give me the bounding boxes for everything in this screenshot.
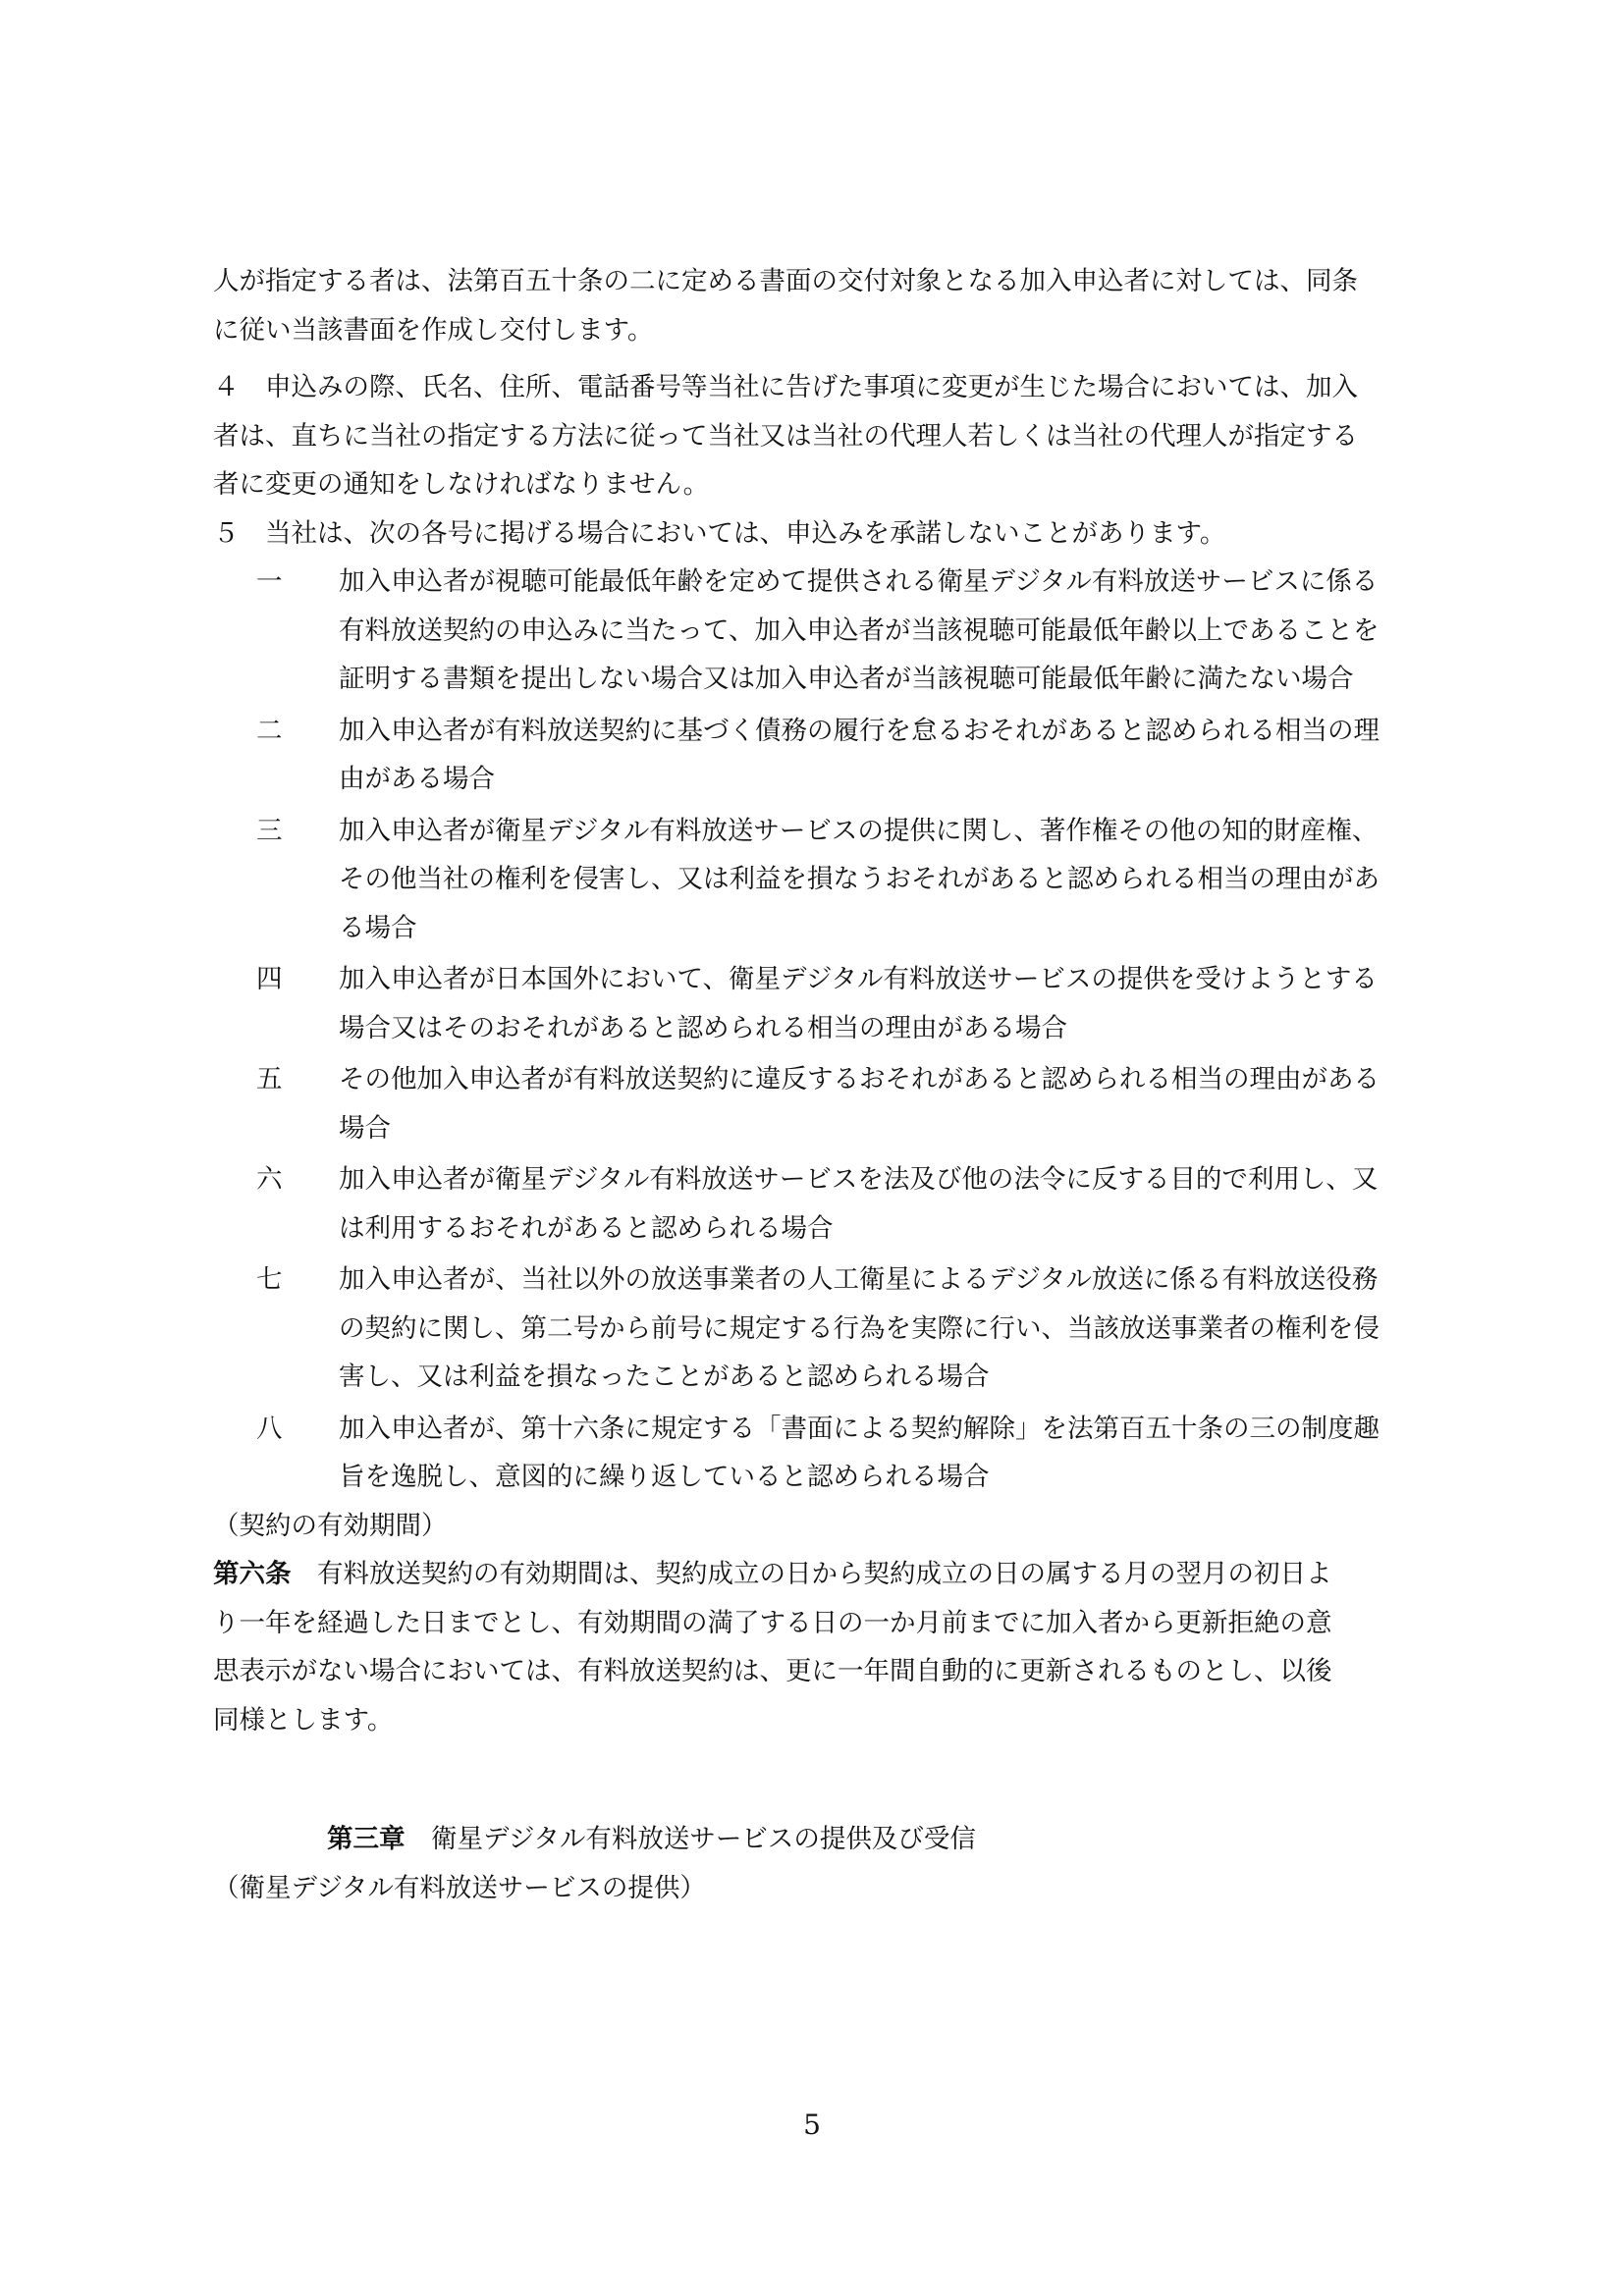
text-line: の契約に関し、第二号から前号に規定する行為を実際に行い、当該放送事業者の権利を侵 [339, 1312, 1380, 1344]
text-line: 加入申込者が衛星デジタル有料放送サービスの提供に関し、著作権その他の知的財産権、 [339, 815, 1379, 846]
text-line: 思表示がない場合においては、有料放送契約は、更に一年間自動的に更新されるものとし、以後 [213, 1656, 1332, 1686]
text-line [213, 1550, 1480, 1599]
text-line: 加入申込者が、第十六条に規定する「書面による契約解除」を法第百五十条の三の制度趣 [339, 1413, 1380, 1444]
text-line: 加入申込者が視聴可能最低年齢を定めて提供される衛星デジタル有料放送サービスに係る [339, 566, 1379, 597]
chapter-name: 衛星デジタル有料放送サービスの提供及び受信 [405, 1824, 976, 1854]
item-number: 六 [256, 1164, 283, 1195]
text-line: り一年を経過した日までとし、有効期間の満了する日の一か月前までに加入者から更新拒絶の意 [213, 1607, 1332, 1638]
chapter-3 [213, 1815, 1480, 1912]
text-line: 者に変更の通知をしなければなりません。 [213, 469, 710, 500]
text-line: 有料放送契約の申込みに当たって、加入申込者が当該視聴可能最低年齢以上であることを [339, 614, 1380, 646]
article-text: 有料放送契約の有効期間は、契約成立の日から契約成立の日の属する月の翌月の初日よ [291, 1559, 1332, 1589]
item-number: 一 [256, 566, 283, 597]
text-line: ５ 当社は、次の各号に掲げる場合においては、申込みを承諾しないことがあります。 [213, 517, 1226, 549]
item-number: 五 [256, 1064, 283, 1095]
text-line: は利用するおそれがあると認められる場合 [339, 1212, 834, 1244]
section-heading: （衛星デジタル有料放送サービスの提供） [213, 1872, 706, 1903]
item-list [213, 558, 1480, 1502]
text-line: ４ 申込みの際、氏名、住所、電話番号等当社に告げた事項に変更が生じた場合においては、加入 [213, 372, 1358, 402]
text-line: 旨を逸脱し、意図的に繰り返していると認められる場合 [339, 1462, 990, 1492]
list-item [213, 1405, 1480, 1502]
text-line: 場合 [339, 1112, 391, 1144]
list-item [213, 1255, 1480, 1402]
text-line: 同様とします。 [213, 1704, 394, 1735]
text-line: その他当社の権利を侵害し、又は利益を損なうおそれがあると認められる相当の理由があ [339, 864, 1380, 894]
article-label: 第六条 [213, 1559, 292, 1589]
text-line: 害し、又は利益を損なったことがあると認められる場合 [339, 1362, 990, 1392]
document-body [213, 257, 1480, 1912]
text-line: に従い当該書面を作成し交付します。 [213, 314, 654, 346]
page-number: 5 [803, 2109, 821, 2141]
item-number: 四 [256, 964, 283, 994]
text-line: 加入申込者が有料放送契約に基づく債務の履行を怠るおそれがあると認められる相当の理 [339, 715, 1380, 746]
text-line: 場合又はそのおそれがあると認められる相当の理由がある場合 [339, 1012, 1067, 1043]
text-line: 加入申込者が日本国外において、衛星デジタル有料放送サービスの提供を受けようとする [339, 964, 1378, 994]
text-line: る場合 [339, 912, 417, 943]
text-line: 人が指定する者は、法第百五十条の二に定める書面の交付対象となる加入申込者に対しては、同条 [213, 266, 1358, 296]
text-line: 加入申込者が衛星デジタル有料放送サービスを法及び他の法令に反する目的で利用し、又 [339, 1164, 1379, 1195]
chapter-label: 第三章 [327, 1824, 406, 1854]
chapter-title [213, 1815, 1480, 1864]
paragraph-5 [213, 509, 1480, 559]
item-number: 三 [256, 815, 283, 846]
list-item [213, 807, 1480, 953]
article-6 [213, 1502, 1480, 1745]
intro-paragraph [213, 257, 1480, 354]
list-item [213, 558, 1480, 704]
text-line: 証明する書類を提出しない場合又は加入申込者が当該視聴可能最低年齢に満たない場合 [339, 664, 1354, 694]
article-heading: （契約の有効期間） [213, 1510, 448, 1541]
item-number: 二 [256, 715, 283, 746]
list-item [213, 1055, 1480, 1152]
text-line: 由がある場合 [339, 764, 495, 794]
item-number: 七 [256, 1264, 283, 1295]
text-line: 者は、直ちに当社の指定する方法に従って当社又は当社の代理人若しくは当社の代理人が指定する [213, 420, 1358, 452]
paragraph-4 [213, 363, 1480, 509]
text-line: 加入申込者が、当社以外の放送事業者の人工衛星によるデジタル放送に係る有料放送役務 [339, 1264, 1379, 1295]
text-line: その他加入申込者が有料放送契約に違反するおそれがあると認められる相当の理由がある [339, 1064, 1380, 1095]
list-item [213, 955, 1480, 1052]
list-item [213, 707, 1480, 804]
item-number: 八 [256, 1413, 283, 1444]
list-item [213, 1155, 1480, 1253]
